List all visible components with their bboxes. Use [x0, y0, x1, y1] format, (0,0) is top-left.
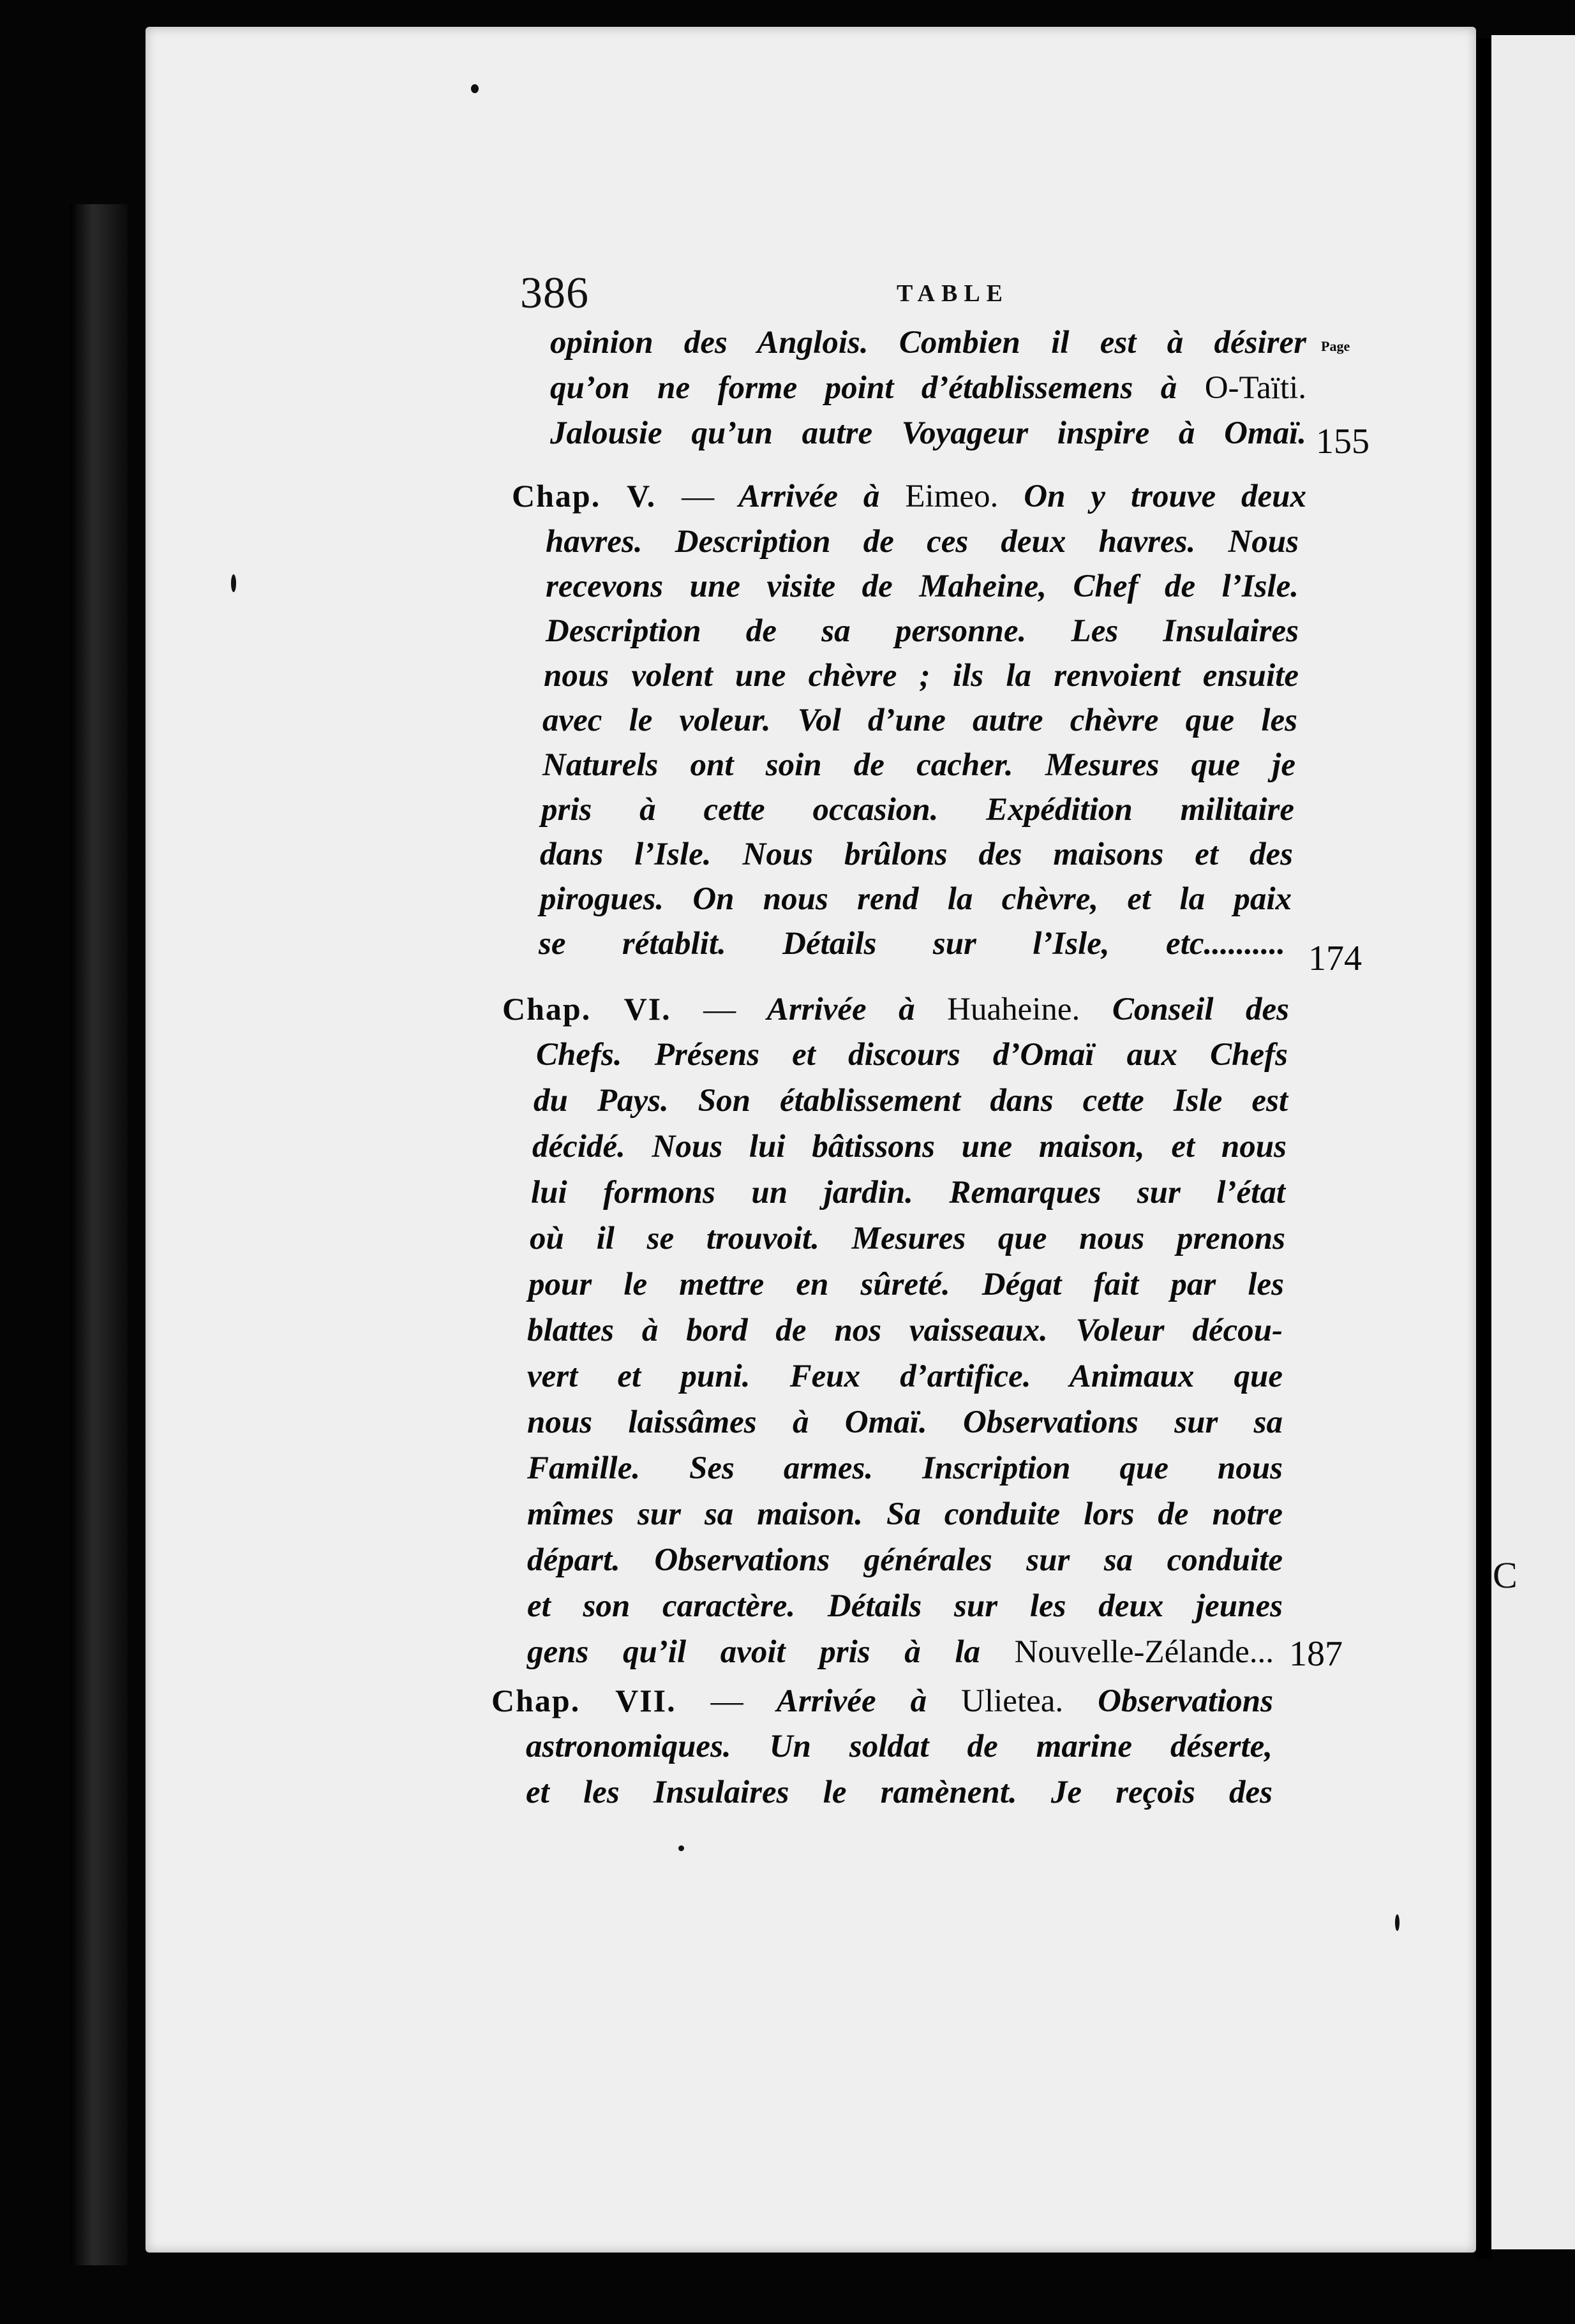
- toc-line: [542, 702, 1297, 747]
- toc-line: [526, 1774, 1273, 1819]
- toc-page-number: 155: [1316, 422, 1370, 461]
- toc-text: lui formons un jardin. Remarques sur l’état: [531, 1175, 1285, 1210]
- toc-page-number: 174: [1308, 939, 1362, 978]
- toc-line: [527, 1496, 1283, 1540]
- page-gutter: [1476, 38, 1491, 2259]
- toc-line: [542, 747, 1295, 791]
- toc-text: décidé. Nous lui bâtissons une maison, et nous: [532, 1129, 1287, 1165]
- em-dash: —: [710, 1683, 743, 1719]
- toc-line: [540, 836, 1293, 881]
- toc-text: Naturels ont soin de cacher. Mesures que je: [542, 747, 1295, 783]
- toc-text: Arrivée à: [776, 1683, 962, 1719]
- em-dash: —: [682, 479, 715, 514]
- toc-line: [527, 1634, 1274, 1678]
- toc-text: avec le voleur. Vol d’une autre chèvre que les: [542, 703, 1297, 738]
- toc-text: Observations: [1098, 1683, 1274, 1719]
- toc-line: [527, 1312, 1283, 1357]
- ink-speck: [1395, 1914, 1400, 1931]
- toc-line: [526, 1728, 1273, 1773]
- ink-speck: [471, 84, 479, 93]
- facing-page-edge: [1491, 35, 1575, 2249]
- toc-line: [536, 1036, 1288, 1081]
- toc-text: Famille. Ses armes. Inscription que nous: [527, 1450, 1283, 1486]
- toc-line: [534, 1082, 1288, 1127]
- toc-text: Description de sa personne. Les Insulaires: [546, 613, 1299, 649]
- toc-line: [502, 990, 1289, 1035]
- toc-text: havres. Description de ces deux havres. Nous: [546, 524, 1299, 560]
- chapter-label: Chap. VI.: [502, 991, 671, 1027]
- toc-line: [531, 1174, 1285, 1219]
- toc-text: Arrivée à: [738, 479, 906, 514]
- facing-page-letter: C: [1493, 1554, 1518, 1596]
- toc-text: recevons une visite de Maheine, Chef de l’Isle.: [546, 569, 1299, 604]
- ink-speck: [231, 574, 236, 592]
- toc-text: gens qu’il avoit pris à la: [527, 1634, 1015, 1670]
- toc-text: Chefs. Présens et discours d’Omaï aux Chefs: [536, 1037, 1288, 1073]
- toc-line: [512, 477, 1306, 522]
- toc-place-name: Eimeo.: [905, 479, 999, 514]
- toc-line: [527, 1404, 1283, 1449]
- toc-text: Conseil des: [1112, 992, 1290, 1027]
- page-number: 386: [520, 269, 589, 318]
- toc-line: [544, 657, 1299, 702]
- running-head: TABLE: [897, 280, 1010, 307]
- toc-line: [546, 613, 1299, 657]
- toc-text: et son caractère. Détails sur les deux jeunes: [527, 1588, 1283, 1624]
- toc-line: [527, 1588, 1283, 1632]
- book-spine-shadow: [70, 204, 128, 2265]
- toc-page-number: 187: [1289, 1634, 1343, 1674]
- toc-line: [527, 1358, 1283, 1403]
- toc-text: pirogues. On nous rend la chèvre, et la paix: [540, 881, 1292, 917]
- toc-line: [540, 881, 1292, 925]
- toc-line: [530, 1220, 1285, 1265]
- chapter-label: Chap. VII.: [491, 1683, 676, 1718]
- toc-text: qu’on ne forme point d’établissemens à: [550, 370, 1205, 406]
- chapter-label: Chap. V.: [512, 478, 657, 514]
- toc-text: blattes à bord de nos vaisseaux. Voleur décou-: [527, 1313, 1283, 1348]
- em-dash: —: [703, 992, 736, 1027]
- toc-line: [541, 791, 1294, 836]
- toc-text: mîmes sur sa maison. Sa conduite lors de notre: [527, 1496, 1283, 1532]
- toc-line: [550, 415, 1306, 459]
- toc-line: [550, 369, 1306, 414]
- toc-line: [539, 925, 1285, 970]
- ink-speck: [678, 1845, 684, 1851]
- toc-place-name: Huaheine.: [947, 992, 1080, 1027]
- toc-text: On y trouve deux: [1024, 479, 1307, 514]
- toc-text: vert et puni. Feux d’artifice. Animaux que: [527, 1359, 1283, 1394]
- toc-line: [532, 1128, 1287, 1173]
- toc-line: [527, 1450, 1283, 1494]
- toc-text: départ. Observations générales sur sa conduite: [527, 1542, 1283, 1578]
- toc-text: nous laissâmes à Omaï. Observations sur sa: [527, 1404, 1283, 1440]
- toc-text: Jalousie qu’un autre Voyageur inspire à Omaï.: [550, 415, 1306, 451]
- page-header: [520, 268, 1273, 332]
- toc-line: [550, 324, 1306, 369]
- toc-text: opinion des Anglois. Combien il est à désirer: [550, 325, 1306, 361]
- toc-line: [491, 1682, 1273, 1727]
- toc-text: se rétablit. Détails sur l’Isle, etc..........: [539, 926, 1285, 962]
- toc-text: astronomiques. Un soldat de marine déserte,: [526, 1729, 1273, 1764]
- toc-text: dans l’Isle. Nous brûlons des maisons et des: [540, 837, 1293, 872]
- toc-place-name: O-Taïti.: [1204, 370, 1306, 406]
- toc-text: Arrivée à: [766, 992, 948, 1027]
- toc-place-name: Nouvelle-Zélande...: [1014, 1634, 1274, 1670]
- toc-line: [546, 523, 1299, 568]
- toc-text: pris à cette occasion. Expédition militaire: [541, 792, 1294, 828]
- toc-line: [528, 1266, 1284, 1311]
- page-column-label: Page: [1321, 338, 1350, 354]
- toc-text: nous volent une chèvre ; ils la renvoient ensuite: [544, 658, 1299, 694]
- toc-text: pour le mettre en sûreté. Dégat fait par les: [528, 1267, 1284, 1302]
- toc-text: où il se trouvoit. Mesures que nous prenons: [530, 1221, 1285, 1256]
- toc-line: [546, 568, 1299, 613]
- toc-text: et les Insulaires le ramènent. Je reçois des: [526, 1775, 1273, 1810]
- toc-place-name: Ulietea.: [961, 1683, 1064, 1719]
- toc-line: [527, 1542, 1283, 1586]
- toc-text: du Pays. Son établissement dans cette Isle est: [534, 1083, 1288, 1119]
